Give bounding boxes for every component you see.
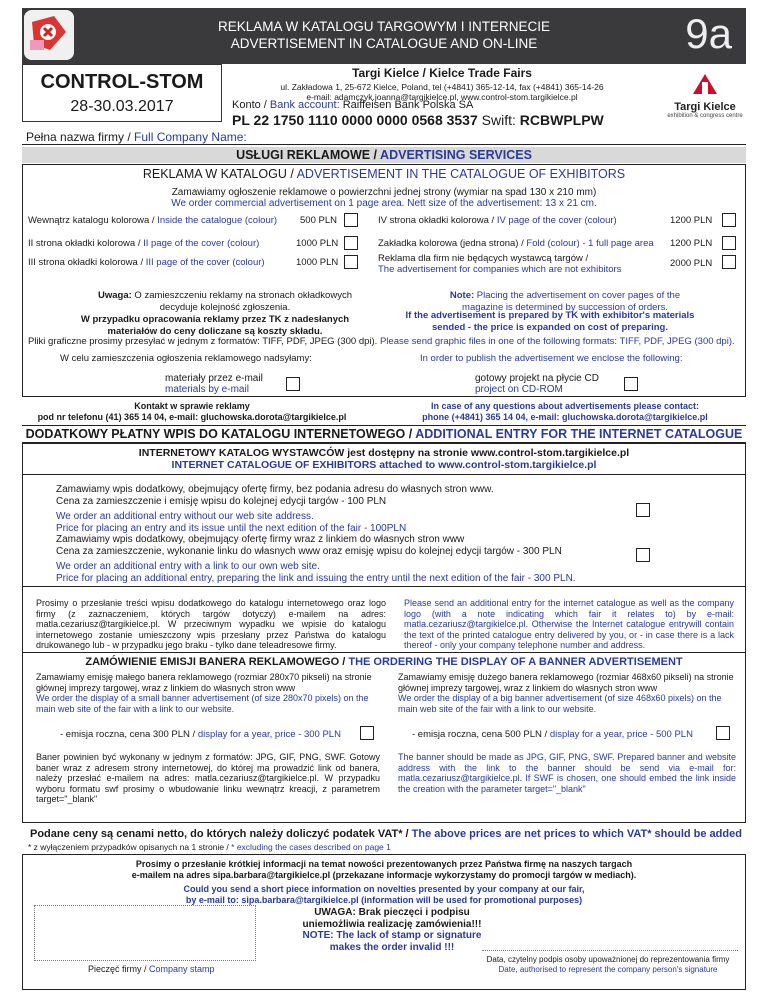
option-label-en: II page of the cover (colour) bbox=[143, 238, 260, 249]
banner-divider bbox=[22, 652, 746, 653]
warn-pl1: UWAGA: Brak pieczęci i podpisu bbox=[314, 907, 470, 918]
contact-pl bbox=[22, 401, 362, 422]
opt2-en1: We order an additional entry with a link to our own web site. bbox=[56, 561, 320, 572]
internet-option-2 bbox=[56, 534, 576, 584]
banner-big-pl: Zamawiamy emisję dużego banera reklamowego (rozmiar 468x60 pikseli) na stronie głównej imprezy targowej, wraz z linkiem do własnych stron www bbox=[398, 672, 734, 693]
checkbox-iii-cover[interactable] bbox=[344, 255, 358, 269]
contact-pl-line1: Kontakt w sprawie reklamy bbox=[134, 401, 250, 411]
iban-line bbox=[232, 112, 604, 128]
tk-note-pl: W przypadku opracowania reklamy przez TK z nadesłanych materiałów do ceny doliczane są koszty składu. bbox=[80, 314, 350, 337]
bank-name: Raiffeisen Bank Polska SA bbox=[339, 99, 474, 111]
checkbox-materials-email[interactable] bbox=[286, 377, 300, 391]
banner-small-price bbox=[60, 729, 341, 740]
opt1-en1: We order an additional entry without our web site address. bbox=[56, 511, 314, 522]
option-label-en: Fold (colour) - 1 full page area bbox=[526, 238, 654, 249]
cd-option bbox=[475, 373, 599, 395]
checkbox-iv-cover[interactable] bbox=[722, 213, 736, 227]
logo-name: Targi Kielce bbox=[674, 101, 736, 113]
opt1-pl1: Zamawiamy wpis dodatkowy, obejmujący ofertę firmy, bez podania adresu do własnych stron www. bbox=[56, 484, 494, 495]
checkbox-fold[interactable] bbox=[722, 236, 736, 250]
logo-sub: exhibition & congress centre bbox=[667, 113, 743, 119]
vat-note bbox=[30, 828, 742, 840]
price-iv-cover: 1200 PLN bbox=[670, 215, 713, 226]
internet-title-pl: DODATKOWY PŁATNY WPIS DO KATALOGU INTERNETOWEGO / bbox=[25, 427, 416, 441]
organizer-name: Targi Kielce / Kielce Trade Fairs bbox=[352, 66, 532, 80]
warn-en2: makes the order invalid !!! bbox=[329, 941, 455, 953]
checkbox-internet-300[interactable] bbox=[636, 548, 650, 562]
cd-en: project on CD-ROM bbox=[475, 384, 563, 395]
swift-label: Swift: bbox=[477, 112, 520, 128]
internet-info-pl: Prosimy o przesłanie treści wpisu dodatkowego do katalogu internetowego oraz logo firmy (z zaznaczeniem, których targów dotyczy) e-mailem na adres: matla.cezariusz@targikielce.pl. W przeciwnym wypadku we wpisie do katalogu internetowego zostanie umieszczony wpis przesłany przez Państwa do katalogu drukowanego lub - w przypadku jego braku - tylko dane teleadresowe firmy. bbox=[36, 598, 386, 650]
stamp-warning bbox=[272, 907, 512, 953]
advertising-services-bar bbox=[22, 147, 746, 163]
company-name-line bbox=[22, 144, 746, 145]
novelties-en1: Could you send a short piece information on novelties presented by your company at our fair, bbox=[183, 884, 585, 894]
catalogue-title-pl: REKLAMA W KATALOGU / bbox=[142, 167, 297, 181]
organizer-block bbox=[232, 66, 652, 102]
price-small-pl: - emisja roczna, cena 300 PLN / bbox=[60, 729, 198, 740]
vat-footnote bbox=[28, 842, 391, 852]
internet-option-1 bbox=[56, 484, 494, 534]
internet-divider-2 bbox=[22, 586, 746, 587]
note-pl bbox=[80, 290, 370, 313]
checkbox-non-exhibitors[interactable] bbox=[722, 255, 736, 269]
organizer-address: ul. Zakładowa 1, 25-672 Kielce, Poland, tel (+4841) 365-12-14, fax (+4841) 365-14-26 bbox=[280, 82, 604, 92]
contact-en-line2: phone (+4841) 365 14 04, e-mail: gluchowska.dorota@targikielce.pl bbox=[422, 411, 708, 422]
novelties-pl1: Prosimy o przesłanie krótkiej informacji na temat nowości prezentowanych przez Państwa firmę na naszych targach bbox=[135, 859, 633, 869]
banner-small bbox=[36, 672, 376, 714]
checkbox-banner-big[interactable] bbox=[716, 726, 730, 740]
company-label-en: Full Company Name: bbox=[134, 130, 247, 144]
header-title-pl: REKLAMA W KATALOGU TARGOWYM I INTERNECIE bbox=[217, 19, 551, 34]
opt1-pl2: Cena za zamieszczenie i emisję wpisu do kolejnej edycji targów - 100 PLN bbox=[56, 495, 387, 507]
note-text-pl: O zamieszczeniu reklamy na stronach okładkowych decyduje kolejność zgłoszenia. bbox=[131, 290, 352, 313]
option-label-en: The advertisement for companies which are not exhibitors bbox=[378, 264, 622, 275]
opt2-en2: Price for placing an additional entry, preparing the link and issuing the entry until the next edition of the fair - 300 PLN. bbox=[56, 572, 576, 584]
swift-code: RCBWPLPW bbox=[519, 112, 604, 128]
send-en: In order to publish the advertisement we enclose the following: bbox=[420, 353, 683, 364]
banner-format-en: The banner should be made as JPG, GIF, PNG, SWF. Prepared banner and website address with the link to the banner should be send via e-mail for: matla.cezariusz@targikielce.pl. If SWF is chosen, one should embed the link inside the creation with the parameter target="_blank" bbox=[398, 752, 736, 794]
signature-line[interactable] bbox=[482, 950, 738, 951]
checkbox-cd[interactable] bbox=[624, 377, 638, 391]
fair-name: CONTROL-STOM bbox=[40, 71, 204, 93]
files-format-pl: Pliki graficzne prosimy przesyłać w jednym z formatów: TIFF, PDF, JPEG (300 dpi). bbox=[28, 336, 378, 347]
price-big-pl: - emisja roczna, cena 500 PLN / bbox=[412, 729, 550, 740]
catalogue-title bbox=[22, 167, 746, 181]
checkbox-inside-catalogue[interactable] bbox=[344, 213, 358, 227]
banner-big-price bbox=[412, 729, 693, 740]
files-format-en: Please send graphic files in one of the following formats: TIFF, PDF, JPEG (300 dpi). bbox=[379, 336, 735, 347]
fair-dates: 28-30.03.2017 bbox=[70, 98, 174, 115]
contact-en-line1: In case of any questions about advertisements please contact: bbox=[430, 401, 700, 411]
vat-en: The above prices are net prices to which VAT* should be added bbox=[411, 828, 742, 840]
opt1-en2: Price for placing an entry and its issue until the next edition of the fair - 100PLN bbox=[56, 522, 407, 534]
catalogue-intro bbox=[22, 187, 746, 209]
form-header bbox=[22, 8, 746, 64]
option-iv-cover bbox=[378, 215, 617, 226]
checkbox-banner-small[interactable] bbox=[360, 726, 374, 740]
internet-info-en: Please send an additional entry for the internet catalogue as well as the company logo (with a note indicating which fair it relates to) by e-mail: matla.cezariusz@targikielce.pl. Otherwise the Internet catalogue entrywill contain the text of the printed catalogue entry delivered by you, or - in case there is a lack thereof - only your company telephone number and address. bbox=[404, 598, 734, 650]
stamp-label-en: Company stamp bbox=[149, 964, 215, 974]
opt2-pl1: Zamawiamy wpis dodatkowy, obejmujący ofertę firmy wraz z linkiem do własnych stron www bbox=[56, 534, 465, 545]
materials-pl: materiały przez e-mail bbox=[165, 373, 263, 384]
materials-email-option bbox=[165, 373, 263, 395]
novelties-pl2: e-mailem na adres sipa.barbara@targikielce.pl (przekazane informacje wykorzystamy do promocji targów w mediach). bbox=[131, 869, 637, 880]
sign-en: Date, authorised to represent the company person's signature bbox=[498, 964, 718, 974]
contact-pl-line2: pod nr telefonu (41) 365 14 04, e-mail: gluchowska.dorota@targikielce.pl bbox=[37, 411, 347, 422]
option-label-pl: Wewnątrz katalogu kolorowa / bbox=[28, 215, 158, 226]
banner-title bbox=[22, 656, 746, 668]
price-fold: 1200 PLN bbox=[670, 238, 713, 249]
price-non-exhibitors: 2000 PLN bbox=[670, 258, 713, 269]
banner-big bbox=[398, 672, 738, 714]
stamp-label bbox=[88, 964, 215, 974]
price-iii-cover: 1000 PLN bbox=[296, 257, 339, 268]
company-name-field[interactable] bbox=[26, 130, 247, 144]
option-label-pl: Reklama dla firm nie będących wystawcą targów / bbox=[378, 253, 589, 264]
internet-divider bbox=[22, 474, 746, 475]
option-label-pl: Zakładka kolorowa (jedna strona) / bbox=[378, 238, 527, 249]
option-label-en: Inside the catalogue (colour) bbox=[157, 215, 278, 226]
company-label-pl: Pełna nazwa firmy / bbox=[26, 130, 135, 144]
catalogue-intro-en: We order commercial advertisement on 1 page area. Nett size of the advertisement: 13 x 21 cm. bbox=[171, 198, 597, 209]
form-number: 9a bbox=[685, 10, 732, 57]
internet-subtitle bbox=[22, 447, 746, 471]
ad-services-title-pl: USŁUGI REKLAMOWE / bbox=[236, 148, 381, 162]
ad-services-title-en: ADVERTISING SERVICES bbox=[380, 148, 532, 162]
price-inside-catalogue: 500 PLN bbox=[300, 215, 337, 226]
warn-en1: NOTE: The lack of stamp or signature bbox=[302, 930, 482, 941]
banner-format-pl: Baner powinien być wykonany w jednym z formatów: JPG, GIF, PNG, SWF. Gotowy baner wraz z adresem strony internetowej, do której ma prowadzić link od banera, należy przesłać e-mailem na adres: matla.cezariusz@targikielce.pl. W przypadku wyboru formatu swf prosimy o wbudowanie linku wewnątrz kreacji, z parametrem target="_blank" bbox=[36, 752, 380, 804]
banner-big-en: We order the display of a big banner advertisement (of size 468x60 pixels) on the main web site of the fair with a link to our website. bbox=[398, 693, 722, 714]
fair-info-box bbox=[22, 64, 222, 122]
catalogue-title-en: ADVERTISEMENT IN THE CATALOGUE OF EXHIBITORS bbox=[296, 167, 626, 181]
vat-pl: Podane ceny są cenami netto, do których należy doliczyć podatek VAT* / bbox=[30, 828, 412, 840]
banner-small-en: We order the display of a small banner advertisement (of size 280x70 pixels) on the main web site of the fair with a link to our website. bbox=[36, 693, 369, 714]
internet-sub-pl: INTERNETOWY KATALOG WYSTAWCÓW jest dostępny na stronie www.control-stom.targikielce.pl bbox=[138, 447, 630, 459]
targi-kielce-logo bbox=[660, 72, 750, 119]
sign-pl: Data, czytelny podpis osoby upoważnionej do reprezentowania firmy bbox=[486, 955, 730, 964]
banner-small-pl: Zamawiamy emisję małego banera reklamowego (rozmiar 280x70 pikseli) na stronie głównej imprezy targowej, wraz z linkiem do własnych stron www bbox=[36, 672, 372, 693]
banner-title-pl: ZAMÓWIENIE EMISJI BANERA REKLAMOWEGO / bbox=[85, 656, 349, 668]
option-ii-cover bbox=[28, 238, 259, 249]
materials-en: materials by e-mail bbox=[165, 384, 249, 395]
option-label-pl: IV strona okładki kolorowa / bbox=[378, 215, 497, 226]
company-stamp-area[interactable] bbox=[34, 905, 256, 961]
option-iii-cover bbox=[28, 257, 265, 268]
stamp-label-pl: Pieczęć firmy / bbox=[88, 964, 150, 974]
bank-account-line bbox=[232, 99, 473, 111]
note-label-pl: Uwaga: bbox=[98, 290, 132, 301]
checkbox-internet-100[interactable] bbox=[636, 503, 650, 517]
files-format-line bbox=[28, 336, 735, 347]
contact-en bbox=[400, 401, 730, 422]
checkbox-ii-cover[interactable] bbox=[344, 236, 358, 250]
cd-pl: gotowy projekt na płycie CD bbox=[475, 373, 599, 384]
option-inside-catalogue bbox=[28, 215, 277, 226]
novelties-en2: by e-mail to: sipa.barbara@targikielce.pl (information will be used for promotional purposes) bbox=[185, 894, 583, 905]
banner-title-en: THE ORDERING THE DISPLAY OF A BANNER ADVERTISEMENT bbox=[348, 656, 683, 668]
option-fold bbox=[378, 238, 654, 249]
signature-label bbox=[470, 955, 746, 974]
option-label-en: III page of the cover (colour) bbox=[145, 257, 265, 268]
option-label-pl: III strona okładki kolorowa / bbox=[28, 257, 146, 268]
internet-sub-en: INTERNET CATALOGUE OF EXHIBITORS attached to www.control-stom.targikielce.pl bbox=[171, 459, 597, 471]
price-small-en: display for a year, price - 300 PLN bbox=[197, 729, 341, 740]
organizer-contact: e-mail: adamczyk.joanna@targikielce.pl, www.control-stom.targikielce.pl bbox=[306, 92, 578, 102]
option-label-en: IV page of the cover (colour) bbox=[496, 215, 617, 226]
iban: PL 22 1750 1110 0000 0000 0568 3537 bbox=[232, 112, 478, 128]
price-big-en: display for a year, price - 500 PLN bbox=[549, 729, 693, 740]
account-label-pl: Konto / bbox=[232, 99, 270, 111]
option-non-exhibitors bbox=[378, 253, 621, 275]
header-title bbox=[22, 18, 746, 52]
note-label-en: Note: bbox=[449, 290, 475, 301]
send-pl: W celu zamieszczenia ogłoszenia reklamowego nadsyłamy: bbox=[60, 353, 312, 364]
opt2-pl2: Cena za zamieszczenie, wykonanie linku do własnych www oraz emisję wpisu do kolejnej edycji targów - 300 PLN bbox=[56, 545, 562, 557]
novelties-text bbox=[22, 859, 746, 905]
option-label-pl: II strona okładki kolorowa / bbox=[28, 238, 144, 249]
header-title-en: ADVERTISEMENT IN CATALOGUE AND ON-LINE bbox=[230, 36, 538, 51]
note-text-en: Placing the advertisement on cover pages of the magazine is determined by succession of orders. bbox=[462, 290, 681, 313]
vat-foot-en: * excluding the cases described on page 1 bbox=[231, 842, 391, 852]
price-ii-cover: 1000 PLN bbox=[296, 238, 339, 249]
internet-entry-bar bbox=[22, 425, 746, 443]
warn-pl2: uniemożliwia realizację zamówienia!!! bbox=[302, 918, 482, 930]
account-label-en: Bank account: bbox=[269, 99, 340, 111]
tk-note-en: If the advertisement is prepared by TK with exhibitor's materials sended - the price is expanded on cost of preparing. bbox=[405, 310, 695, 333]
vat-foot-pl: * z wyłączeniem przypadków opisanych na 1 stronie / bbox=[28, 842, 232, 852]
internet-title-en: ADDITIONAL ENTRY FOR THE INTERNET CATALOGUE bbox=[415, 427, 743, 441]
targi-kielce-logo-mark bbox=[691, 72, 719, 96]
catalogue-intro-pl: Zamawiamy ogłoszenie reklamowe o powierzchni jednej strony (wymiar na spad 130 x 210 mm) bbox=[171, 187, 597, 198]
